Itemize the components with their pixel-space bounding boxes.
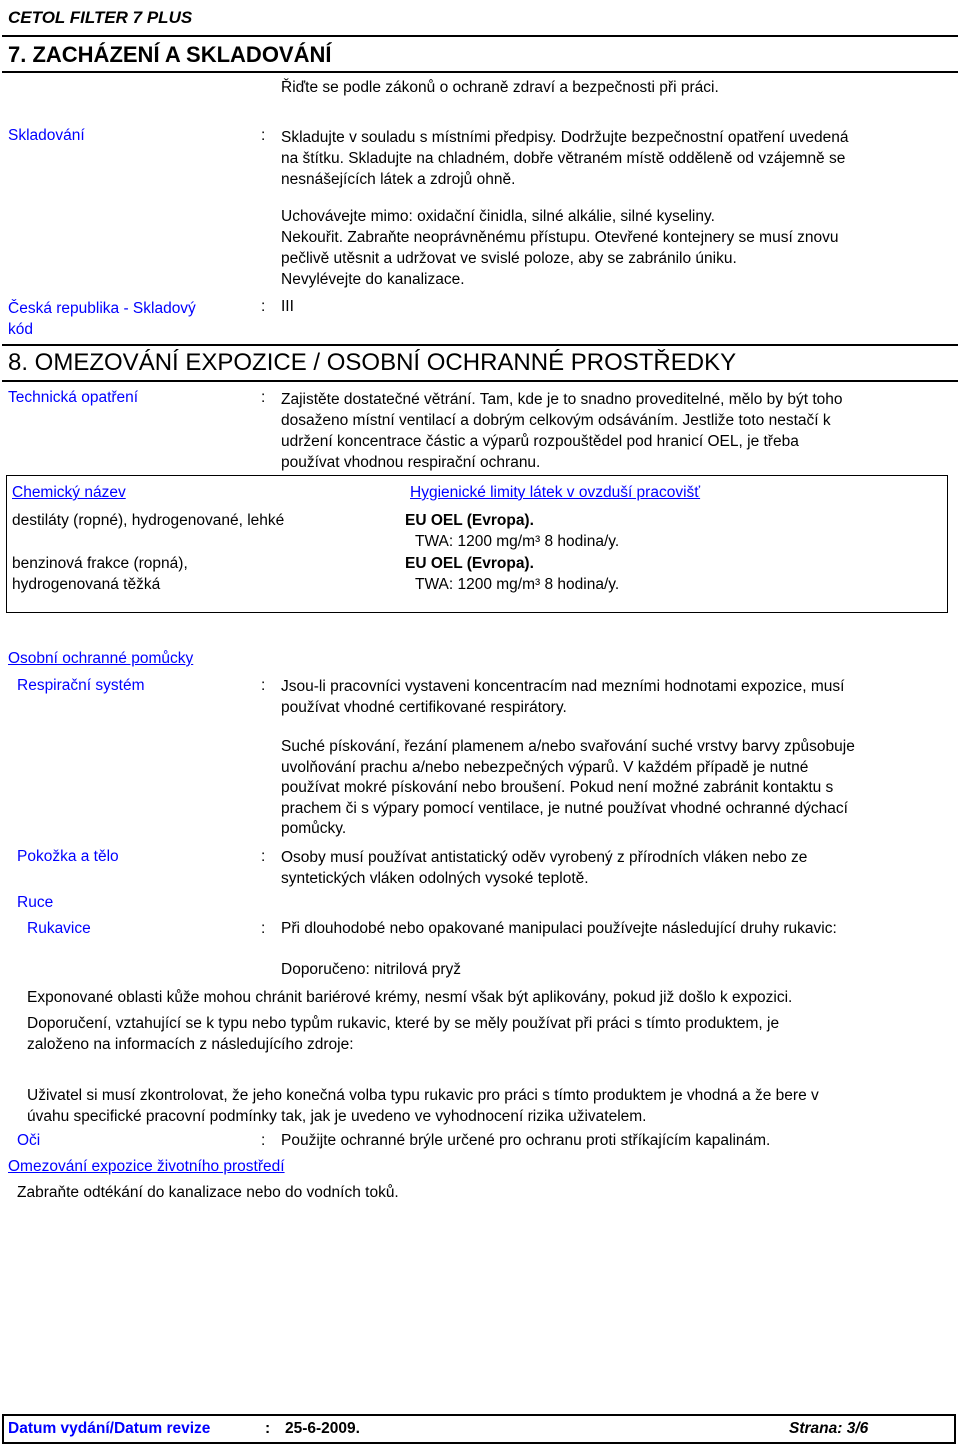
hands-label: Ruce: [17, 894, 54, 911]
respiratory-text-2: Suché pískování, řezání plamenem a/nebo svařování suché vrstvy barvy způsobuje uvolňování prachu a/nebo nebezpečných výparů. V každém případě je nutné používat mokré pískování nebo broušení. Pokud není možné zabránit kontaktu s prachem či s výpary pomocí ventilace, je nutné používat vhodné ochranné dýchací pomůcky.: [281, 738, 855, 837]
environmental-exposure-heading: Omezování expozice životního prostředí: [8, 1158, 285, 1175]
footer-colon: :: [265, 1420, 271, 1437]
product-name: CETOL FILTER 7 PLUS: [8, 8, 193, 27]
storage-colon: :: [261, 127, 266, 144]
footer-revision-date: 25-6-2009.: [285, 1420, 360, 1437]
respiratory-label: Respirační systém: [17, 677, 145, 694]
header-divider: [2, 35, 958, 37]
section-7-intro: Řiďte se podle zákonů o ochraně zdraví a bezpečnosti při práci.: [281, 79, 719, 96]
gloves-recommendation: Doporučeno: nitrilová pryž: [281, 961, 462, 978]
table-header-chemical-name: Chemický název: [12, 484, 126, 501]
cz-storage-code-label: Česká republika - Skladový kód: [8, 300, 196, 338]
respiratory-text: Jsou-li pracovníci vystaveni koncentracím nad mezními hodnotami expozice, musí používat vhodné certifikované respirátory.: [281, 678, 845, 716]
section-8-top-divider: [2, 344, 958, 346]
technical-measures-text: Zajistěte dostatečné větrání. Tam, kde je to snadno proveditelné, mělo by být toho dosaženo místní ventilací a dobrým celkovým odsáváním. Jestliže toto nestačí k udržení koncentrace částic a výparů rozpouštědel pod hranicí OEL, je třeba používat vhodnou respirační ochranu.: [281, 391, 843, 471]
table-row-1-limit: EU OEL (Evropa). TWA: 1200 mg/m³ 8 hodina/y.: [405, 512, 620, 550]
gloves-colon: :: [261, 920, 266, 937]
storage-text: Skladujte v souladu s místními předpisy. Dodržujte bezpečnostní opatření uvedená na štítku. Skladujte na chladném, dobře větraném místě odděleně od vzájemně se nesnášejících látek a zdrojů ohně.: [281, 129, 849, 188]
cz-storage-code-colon: :: [261, 298, 266, 315]
ppe-heading: Osobní ochranné pomůcky: [8, 650, 194, 667]
gloves-barrier-creams: Exponované oblasti kůže mohou chránit bariérové krémy, nesmí však být aplikovány, pokud již došlo k expozici.: [27, 989, 793, 1006]
respiratory-colon: :: [261, 677, 266, 694]
table-row-2-name: benzinová frakce (ropná), hydrogenovaná těžká: [12, 555, 188, 593]
footer-revision-label: Datum vydání/Datum revize: [8, 1420, 211, 1437]
exposure-limits-table: [6, 475, 948, 613]
footer-page-number: Strana: 3/6: [789, 1420, 869, 1437]
section-8-divider: [2, 380, 958, 382]
cz-storage-code-value: III: [281, 298, 294, 315]
environmental-exposure-text: Zabraňte odtékání do kanalizace nebo do vodních toků.: [17, 1184, 399, 1201]
technical-measures-colon: :: [261, 389, 266, 406]
skin-body-colon: :: [261, 848, 266, 865]
section-8-title: 8. OMEZOVÁNÍ EXPOZICE / OSOBNÍ OCHRANNÉ PROSTŘEDKY: [8, 349, 737, 376]
eyes-text: Použijte ochranné brýle určené pro ochranu proti stříkajícím kapalinám.: [281, 1132, 771, 1149]
storage-text-2: Uchovávejte mimo: oxidační činidla, silné alkálie, silné kyseliny. Nekouřit. Zabraňte neoprávněnému přístupu. Otevřené kontejnery se musí znovu pečlivě utěsnit a udržovat ve svislé poloze, aby se zabránilo úniku. Nevylévejte do kanalizace.: [281, 208, 839, 288]
eyes-colon: :: [261, 1132, 266, 1149]
gloves-label: Rukavice: [27, 920, 91, 937]
table-row-2-limit: EU OEL (Evropa). TWA: 1200 mg/m³ 8 hodina/y.: [405, 555, 620, 593]
gloves-user-check: Uživatel si musí zkontrolovat, že jeho konečná volba typu rukavic pro práci s tímto produktem je vhodná a že bere v úvahu specifické pracovní podmínky tak, jak je uvedeno ve vyhodnocení rizika uživatelem.: [27, 1087, 819, 1125]
skin-body-label: Pokožka a tělo: [17, 848, 119, 865]
table-row-1-name: destiláty (ropné), hydrogenované, lehké: [12, 512, 285, 529]
gloves-text: Při dlouhodobé nebo opakované manipulaci používejte následující druhy rukavic:: [281, 920, 837, 937]
skin-body-text: Osoby musí používat antistatický oděv vyrobený z přírodních vláken nebo ze syntetických vláken odolných vysoké teplotě.: [281, 849, 808, 887]
gloves-source-note: Doporučení, vztahující se k typu nebo typům rukavic, které by se měly používat při práci s tímto produktem, je založeno na informacích z následujícího zdroje:: [27, 1015, 780, 1053]
section-7-divider: [2, 71, 958, 73]
footer: [2, 1414, 956, 1444]
eyes-label: Oči: [17, 1132, 41, 1149]
technical-measures-label: Technická opatření: [8, 389, 139, 406]
section-7-title: 7. ZACHÁZENÍ A SKLADOVÁNÍ: [8, 42, 332, 67]
table-header-exposure-limits: Hygienické limity látek v ovzduší pracovišť: [410, 484, 701, 501]
storage-label: Skladování: [8, 127, 85, 144]
